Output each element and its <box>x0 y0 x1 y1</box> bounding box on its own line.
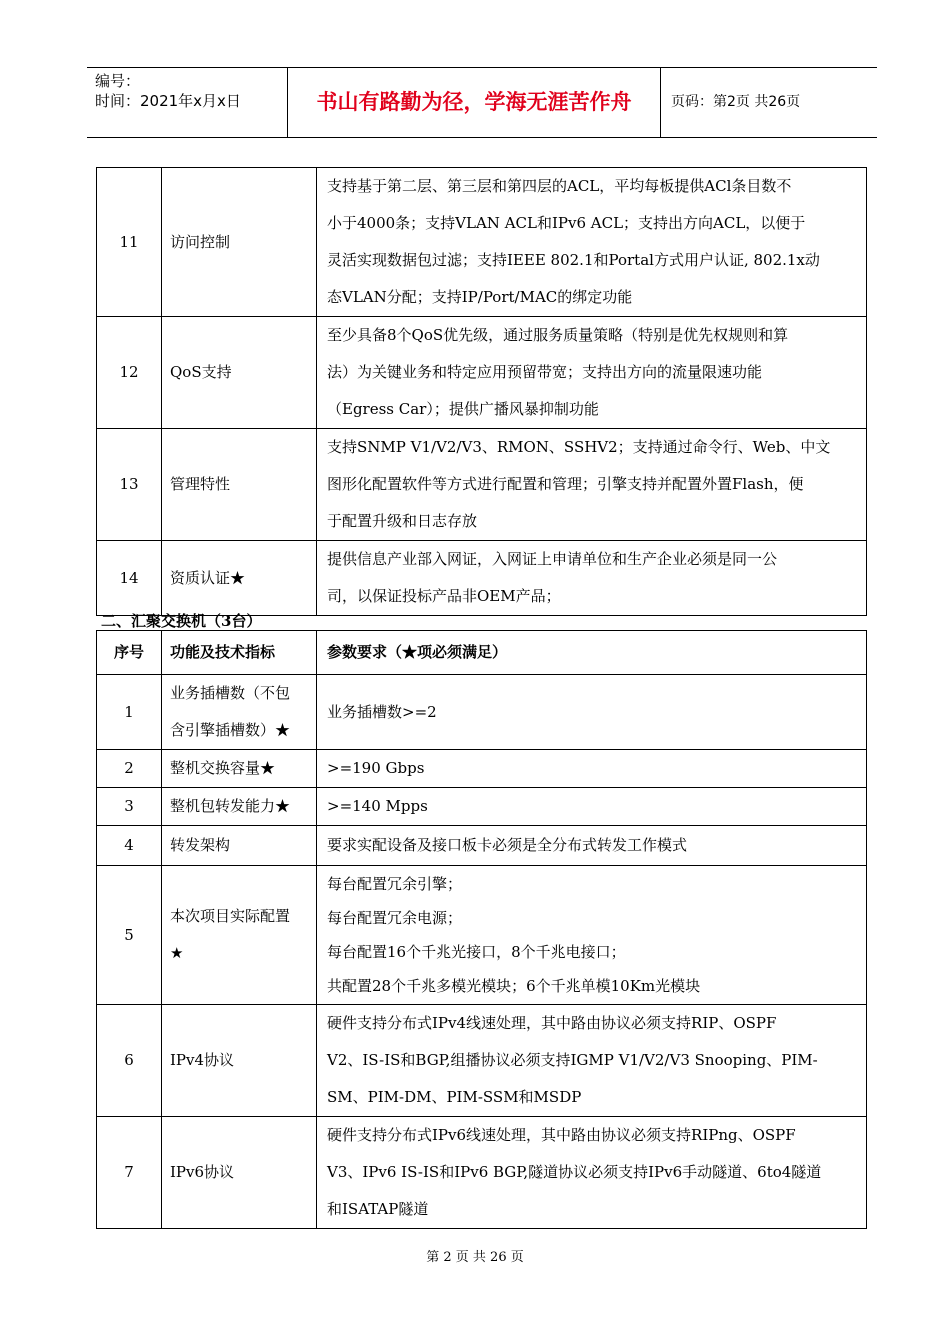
req-line: 小于4000条；支持VLAN ACL和IPv6 ACL；支持出方向ACL，以便于 <box>327 214 806 232</box>
row-feature: IPv6协议 <box>162 1117 317 1229</box>
row-number: 12 <box>97 317 162 429</box>
header-motto: 书山有路勤为径，学海无涯苦作舟 <box>316 90 632 114</box>
req-line: 每台配置16个千兆光接口，8个千兆电接口； <box>327 943 626 961</box>
req-line: 司，以保证投标产品非OEM产品； <box>327 587 561 605</box>
req-line: 硬件支持分布式IPv6线速处理，其中路由协议必须支持RIPng、OSPF <box>327 1126 796 1144</box>
row-feature: 整机包转发能力★ <box>162 788 317 826</box>
aggregation-switch-table <box>96 630 867 1229</box>
table-row <box>97 429 867 541</box>
table-row <box>97 750 867 788</box>
req-line: 支持SNMP V1/V2/V3、RMON、SSHV2；支持通过命令行、Web、中文 <box>327 438 831 456</box>
req-line: 和ISATAP隧道 <box>327 1200 429 1218</box>
req-line: 每台配置冗余电源； <box>327 909 463 927</box>
header-page-number: 页码：第2页 共26页 <box>671 94 801 110</box>
row-feature <box>162 675 317 750</box>
row-number: 3 <box>97 788 162 826</box>
header-number: 编号： <box>95 72 141 90</box>
row-feature <box>162 866 317 1005</box>
row-feature: IPv4协议 <box>162 1005 317 1117</box>
req-line: V2、IS-IS和BGP,组播协议必须支持IGMP V1/V2/V3 Snooping、PIM- <box>327 1051 818 1069</box>
header-feature: 功能及技术指标 <box>162 631 317 675</box>
table-header-row <box>97 631 867 675</box>
req-line: 于配置升级和日志存放 <box>327 512 478 530</box>
header-divider <box>660 68 661 137</box>
table-row <box>97 675 867 750</box>
req-line: 态VLAN分配；支持IP/Port/MAC的绑定功能 <box>327 288 633 306</box>
table-row <box>97 1117 867 1229</box>
header-meta <box>95 71 285 111</box>
row-feature: 整机交换容量★ <box>162 750 317 788</box>
row-requirement <box>317 1117 867 1229</box>
table-row <box>97 168 867 317</box>
row-requirement: >=140 Mpps <box>317 788 867 826</box>
spec-table-continued <box>96 167 867 616</box>
req-line: 法）为关键业务和特定应用预留带宽；支持出方向的流量限速功能 <box>327 363 763 381</box>
req-line: 灵活实现数据包过滤；支持IEEE 802.1和Portal方式用户认证, 802.1x动 <box>327 251 820 269</box>
header-no: 序号 <box>97 631 162 675</box>
feature-line: 本次项目实际配置 <box>170 907 291 925</box>
table-row <box>97 788 867 826</box>
header-time: 时间：2021年x月x日 <box>95 92 241 110</box>
section-title: 二、汇聚交换机（3台） <box>101 612 262 630</box>
row-number: 14 <box>97 541 162 616</box>
req-line: 支持基于第二层、第三层和第四层的ACL，平均每板提供ACl条目数不 <box>327 177 792 195</box>
feature-line: ★ <box>170 944 184 962</box>
row-number: 6 <box>97 1005 162 1117</box>
row-feature: 管理特性 <box>162 429 317 541</box>
req-line: 共配置28个千兆多模光模块；6个千兆单模10Km光模块 <box>327 977 701 995</box>
req-line: V3、IPv6 IS-IS和IPv6 BGP,隧道协议必须支持IPv6手动隧道、6to4隧道 <box>327 1163 822 1181</box>
header-requirement: 参数要求（★项必须满足） <box>317 631 867 675</box>
row-number: 7 <box>97 1117 162 1229</box>
row-requirement: >=190 Gbps <box>317 750 867 788</box>
row-number: 1 <box>97 675 162 750</box>
row-feature: 资质认证★ <box>162 541 317 616</box>
row-feature: QoS支持 <box>162 317 317 429</box>
row-requirement <box>317 866 867 1005</box>
req-line: （Egress Car）；提供广播风暴抑制功能 <box>327 400 599 418</box>
page-header <box>87 67 877 138</box>
req-line: 每台配置冗余引擎； <box>327 875 463 893</box>
table-row <box>97 317 867 429</box>
row-requirement <box>317 168 867 317</box>
req-line: 至少具备8个QoS优先级，通过服务质量策略（特别是优先权规则和算 <box>327 326 789 344</box>
row-requirement <box>317 541 867 616</box>
row-requirement: 业务插槽数>=2 <box>317 675 867 750</box>
req-line: 硬件支持分布式IPv4线速处理，其中路由协议必须支持RIP、OSPF <box>327 1014 777 1032</box>
row-requirement: 要求实配设备及接口板卡必须是全分布式转发工作模式 <box>317 826 867 866</box>
table-row <box>97 541 867 616</box>
req-line: SM、PIM-DM、PIM-SSM和MSDP <box>327 1088 582 1106</box>
feature-line: 业务插槽数（不包 <box>170 684 291 702</box>
req-line: 提供信息产业部入网证，入网证上申请单位和生产企业必须是同一公 <box>327 550 778 568</box>
row-number: 2 <box>97 750 162 788</box>
row-requirement <box>317 317 867 429</box>
row-requirement <box>317 1005 867 1117</box>
req-line: 图形化配置软件等方式进行配置和管理；引擎支持并配置外置Flash，便 <box>327 475 804 493</box>
page-footer: 第 2 页 共 26 页 <box>426 1250 524 1265</box>
table-row <box>97 1005 867 1117</box>
row-number: 4 <box>97 826 162 866</box>
row-number: 11 <box>97 168 162 317</box>
row-feature: 转发架构 <box>162 826 317 866</box>
row-number: 5 <box>97 866 162 1005</box>
table-row <box>97 826 867 866</box>
row-number: 13 <box>97 429 162 541</box>
row-feature: 访问控制 <box>162 168 317 317</box>
feature-line: 含引擎插槽数）★ <box>170 721 291 739</box>
row-requirement <box>317 429 867 541</box>
table-row <box>97 866 867 1005</box>
